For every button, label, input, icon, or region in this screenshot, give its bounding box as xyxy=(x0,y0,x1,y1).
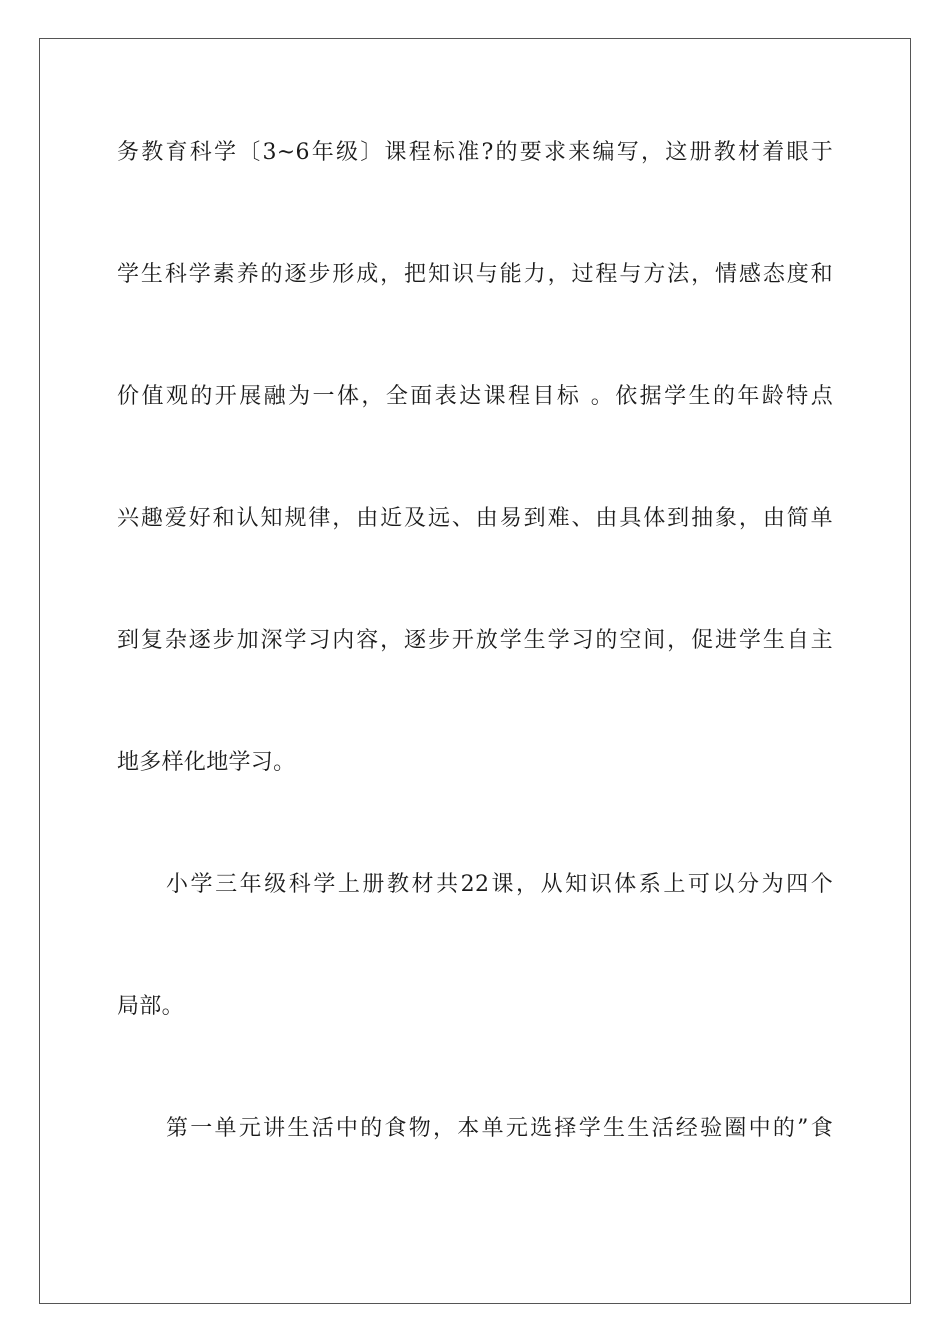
paragraph-line-7: 小学三年级科学上册教材共22课，从知识体系上可以分为四个 xyxy=(166,872,833,897)
paragraph-line-9: 第一单元讲生活中的食物，本单元选择学生生活经验圈中的”食 xyxy=(166,1116,833,1141)
paragraph-line-8: 局部。 xyxy=(117,994,184,1019)
paragraph-line-1: 务教育科学〔3~6年级〕课程标准?的要求来编写，这册教材着眼于 xyxy=(117,140,833,165)
paragraph-line-5: 到复杂逐步加深学习内容，逐步开放学生学习的空间，促进学生自主 xyxy=(117,628,833,653)
paragraph-line-6: 地多样化地学习。 xyxy=(117,750,296,775)
paragraph-line-3: 价值观的开展融为一体，全面表达课程目标 。依据学生的年龄特点 xyxy=(117,384,833,409)
paragraph-line-4: 兴趣爱好和认知规律，由近及远、由易到难、由具体到抽象，由简单 xyxy=(117,506,833,531)
paragraph-line-2: 学生科学素养的逐步形成，把知识与能力，过程与方法，情感态度和 xyxy=(117,262,833,287)
